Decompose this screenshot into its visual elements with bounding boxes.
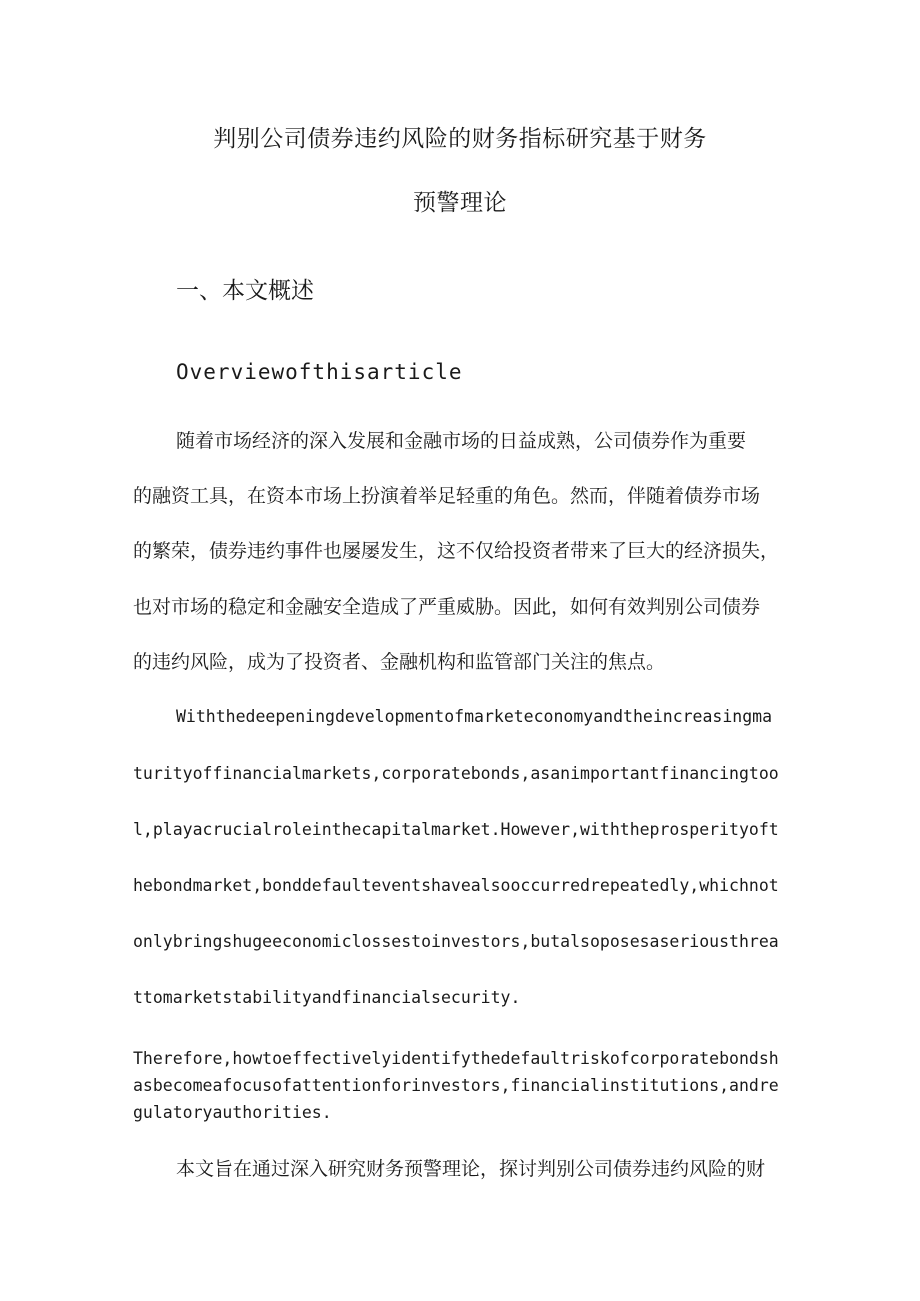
paragraph-line: l,playacrucialroleinthecapitalmarket.However,withtheprosperityoft	[133, 820, 779, 839]
paragraph-line: 的融资工具，在资本市场上扮演着举足轻重的角色。然而，伴随着债券市场	[133, 485, 761, 507]
paragraph-line: 也对市场的稳定和金融安全造成了严重威胁。因此，如何有效判别公司债券	[133, 596, 761, 618]
paragraph-line: Therefore,howtoeffectivelyidentifythedefaultriskofcorporatebondsh	[133, 1049, 779, 1068]
paragraph-line: turityoffinancialmarkets,corporatebonds,asanimportantfinancingtoo	[133, 764, 779, 783]
document-title-line-2: 预警理论	[413, 190, 507, 216]
paragraph-line: 的违约风险，成为了投资者、金融机构和监管部门关注的焦点。	[133, 651, 666, 673]
paragraph-line: onlybringshugeeconomiclossestoinvestors,butalsoposesaseriousthrea	[133, 932, 779, 951]
section-heading: 一、本文概述	[176, 278, 314, 304]
paragraph-line: 随着市场经济的深入发展和金融市场的日益成熟，公司债券作为重要	[176, 430, 747, 452]
paragraph-line: asbecomeafocusofattentionforinvestors,financialinstitutions,andre	[133, 1076, 779, 1095]
paragraph-line: hebondmarket,bonddefaulteventshavealsooccurredrepeatedly,whichnot	[133, 876, 779, 895]
paragraph-line: 的繁荣，债券违约事件也屡屡发生，这不仅给投资者带来了巨大的经济损失，	[133, 540, 780, 562]
paragraph-line: 本文旨在通过深入研究财务预警理论，探讨判别公司债券违约风险的财	[176, 1158, 766, 1180]
document-title-line-1: 判别公司债券违约风险的财务指标研究基于财务	[213, 126, 707, 152]
paragraph-line: Withthedeepeningdevelopmentofmarketeconomyandtheincreasingma	[176, 707, 773, 726]
english-section-heading: Overviewofthisarticle	[176, 360, 463, 384]
paragraph-line: ttomarketstabilityandfinancialsecurity.	[133, 988, 521, 1007]
paragraph-line: gulatoryauthorities.	[133, 1103, 332, 1122]
